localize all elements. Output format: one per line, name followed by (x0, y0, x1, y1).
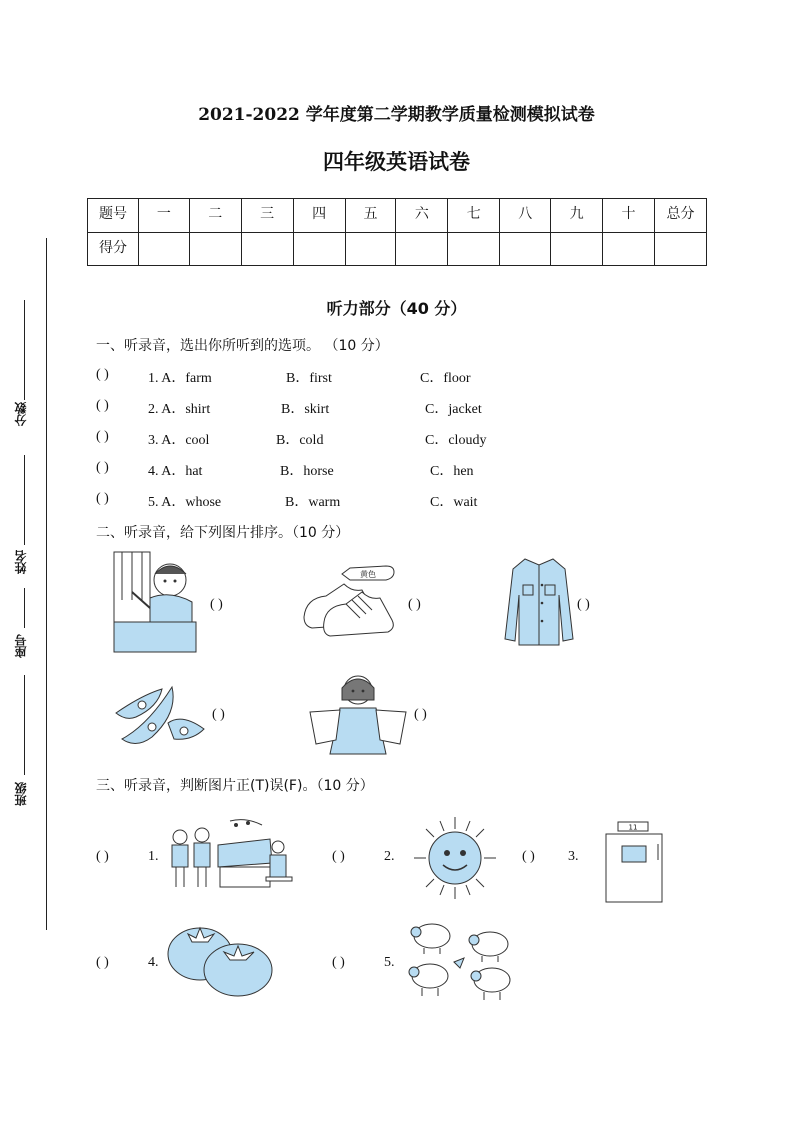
part3-heading: 三、听录音，判断图片正(T)误(F)。（10 分） (96, 778, 374, 794)
tf-item-number: 3. (568, 849, 579, 864)
option-a: 5. A．whose (148, 495, 222, 510)
exam-title: 2021-2022 学年度第二学期教学质量检测模拟试卷 (198, 105, 595, 125)
boy-at-desk-picture (112, 550, 202, 658)
score-cell-header: 总分 (654, 199, 706, 233)
score-cell-header: 八 (500, 199, 551, 233)
score-cell-header: 七 (448, 199, 500, 233)
score-table (87, 198, 707, 266)
score-input-cell[interactable] (654, 233, 706, 266)
girl-with-clothes-picture (306, 670, 410, 756)
answer-blank[interactable]: ( ) (96, 367, 109, 382)
score-cell-header: 一 (138, 199, 189, 233)
answer-blank[interactable]: ( ) (96, 491, 109, 506)
score-table-header-row (88, 199, 707, 233)
tf-item-number: 5. (384, 955, 395, 970)
peas-picture (112, 683, 212, 749)
option-b: B．horse (280, 464, 334, 479)
score-input-cell[interactable] (396, 233, 448, 266)
order-blank[interactable]: ( ) (408, 597, 421, 612)
score-input-cell[interactable] (448, 233, 500, 266)
score-input-cell[interactable] (241, 233, 293, 266)
sidebar-label-score: 分数 (14, 402, 28, 426)
option-c: C．floor (420, 371, 471, 386)
option-a: 4. A．hat (148, 464, 203, 479)
sheep-picture (404, 918, 518, 1006)
order-blank[interactable]: ( ) (212, 707, 225, 722)
sidebar-label-name: 姓名 (14, 550, 28, 574)
tf-blank[interactable]: ( ) (96, 955, 109, 970)
option-a: 3. A．cool (148, 433, 210, 448)
score-input-cell[interactable] (189, 233, 241, 266)
sneakers-picture (300, 562, 400, 644)
score-input-cell[interactable] (345, 233, 396, 266)
score-cell-header: 五 (345, 199, 396, 233)
tf-item-number: 4. (148, 955, 159, 970)
answer-blank[interactable]: ( ) (96, 429, 109, 444)
door-sign-number: 11 (628, 823, 638, 832)
option-b: B．cold (276, 433, 324, 448)
score-table-score-row (88, 233, 707, 266)
score-cell-header: 四 (293, 199, 345, 233)
score-input-cell[interactable] (603, 233, 655, 266)
part2-heading: 二、听录音，给下列图片排序。（10 分） (96, 525, 350, 541)
part1-heading: 一、听录音，选出你所听到的选项。 （10 分） (96, 338, 389, 354)
tf-item-number: 2. (384, 849, 395, 864)
tf-blank[interactable]: ( ) (332, 955, 345, 970)
option-b: B．warm (285, 495, 341, 510)
score-input-cell[interactable] (500, 233, 551, 266)
tf-blank[interactable]: ( ) (522, 849, 535, 864)
order-blank[interactable]: ( ) (210, 597, 223, 612)
class-write-line (24, 675, 25, 775)
shoe-color-tag: 黄色 (360, 570, 376, 579)
sidebar-label-class: 班级 (14, 782, 28, 806)
score-input-cell[interactable] (293, 233, 345, 266)
option-b: B．skirt (281, 402, 330, 417)
tf-blank[interactable]: ( ) (96, 849, 109, 864)
score-input-cell[interactable] (551, 233, 603, 266)
score-row-label: 得分 (88, 233, 139, 266)
option-a: 1. A．farm (148, 371, 212, 386)
tomatoes-picture (164, 922, 276, 998)
option-c: C．hen (430, 464, 474, 479)
answer-blank[interactable]: ( ) (96, 460, 109, 475)
listening-section-title: 听力部分（40 分） (326, 299, 467, 318)
exam-subtitle: 四年级英语试卷 (323, 150, 470, 174)
tf-blank[interactable]: ( ) (332, 849, 345, 864)
tf-item-number: 1. (148, 849, 159, 864)
option-c: C．wait (430, 495, 478, 510)
sun-picture (412, 815, 498, 901)
door-picture (604, 820, 666, 904)
option-a: 2. A．shirt (148, 402, 211, 417)
binding-line (46, 238, 47, 930)
answer-blank[interactable]: ( ) (96, 398, 109, 413)
option-b: B．first (286, 371, 332, 386)
score-input-cell[interactable] (138, 233, 189, 266)
jacket-picture (503, 555, 575, 651)
name-write-line (24, 455, 25, 545)
option-c: C．jacket (425, 402, 482, 417)
score-cell-header: 三 (241, 199, 293, 233)
score-cell-header: 题号 (88, 199, 139, 233)
seat-write-line (24, 588, 25, 628)
score-cell-header: 二 (189, 199, 241, 233)
kids-piano-picture (166, 815, 302, 891)
score-cell-header: 十 (603, 199, 655, 233)
order-blank[interactable]: ( ) (577, 597, 590, 612)
score-cell-header: 九 (551, 199, 603, 233)
option-c: C．cloudy (425, 433, 487, 448)
order-blank[interactable]: ( ) (414, 707, 427, 722)
sidebar-label-seat: 座号 (14, 634, 28, 658)
score-cell-header: 六 (396, 199, 448, 233)
